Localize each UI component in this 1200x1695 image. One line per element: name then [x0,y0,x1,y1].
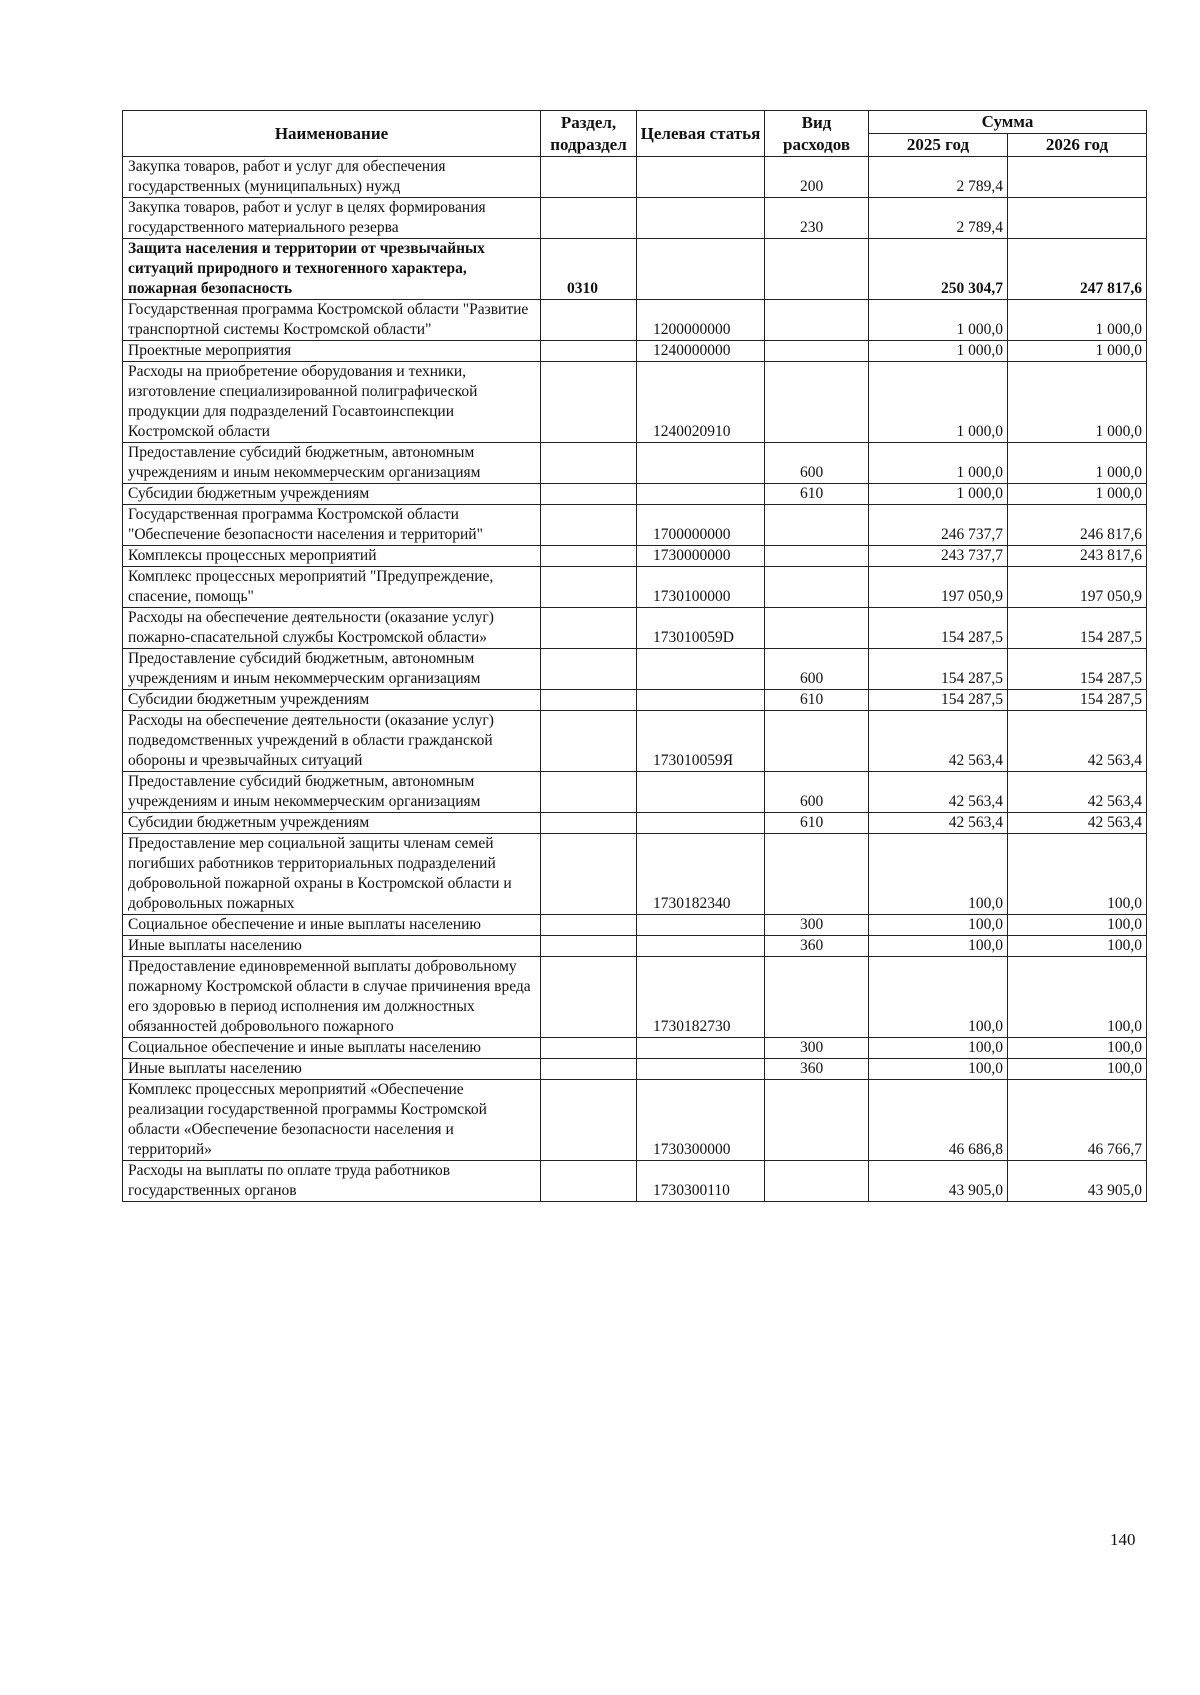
table-row [123,1038,1147,1059]
table-row [123,711,1147,772]
cell-2025: 1 000,0 [869,443,1008,484]
cell-target [637,813,765,834]
cell-target: 1730182730 [637,957,765,1038]
cell-name: Предоставление субсидий бюджетным, автономным учреждениям и иным некоммерческим организациям [123,649,541,690]
table-body [123,157,1147,1202]
cell-2026: 1 000,0 [1008,341,1147,362]
table-row [123,1059,1147,1080]
cell-2025: 246 737,7 [869,505,1008,546]
cell-name: Предоставление субсидий бюджетным, автономным учреждениям и иным некоммерческим организациям [123,772,541,813]
table-row [123,936,1147,957]
cell-target [637,690,765,711]
cell-target [637,915,765,936]
cell-2025: 1 000,0 [869,300,1008,341]
cell-2026: 247 817,6 [1008,239,1147,300]
cell-section [541,1059,637,1080]
cell-expense [765,1161,869,1202]
cell-section [541,198,637,239]
cell-section [541,608,637,649]
table-row [123,834,1147,915]
cell-target: 1700000000 [637,505,765,546]
cell-expense: 200 [765,157,869,198]
cell-expense [765,546,869,567]
cell-2025: 243 737,7 [869,546,1008,567]
cell-expense [765,608,869,649]
cell-expense: 600 [765,649,869,690]
cell-section [541,711,637,772]
cell-2026: 100,0 [1008,1038,1147,1059]
cell-section [541,1161,637,1202]
table-row [123,608,1147,649]
cell-name: Комплексы процессных мероприятий [123,546,541,567]
header-row-1 [123,111,1147,134]
cell-name: Защита населения и территории от чрезвычайных ситуаций природного и техногенного характера, пожарная безопасность [123,239,541,300]
cell-target: 1730300110 [637,1161,765,1202]
cell-expense [765,300,869,341]
cell-2025: 2 789,4 [869,198,1008,239]
cell-section [541,936,637,957]
cell-2025: 154 287,5 [869,690,1008,711]
cell-2026 [1008,157,1147,198]
cell-2025: 42 563,4 [869,772,1008,813]
cell-2026: 154 287,5 [1008,649,1147,690]
cell-target [637,936,765,957]
cell-target [637,198,765,239]
cell-2026 [1008,198,1147,239]
cell-expense: 300 [765,1038,869,1059]
table-row [123,198,1147,239]
cell-2026: 42 563,4 [1008,813,1147,834]
cell-section [541,834,637,915]
cell-section [541,772,637,813]
page-number: 140 [1110,1530,1136,1549]
cell-section [541,341,637,362]
cell-target: 1730100000 [637,567,765,608]
table-row [123,443,1147,484]
cell-target: 1730182340 [637,834,765,915]
cell-2026: 100,0 [1008,834,1147,915]
cell-expense: 230 [765,198,869,239]
cell-expense: 360 [765,1059,869,1080]
cell-2025: 100,0 [869,1038,1008,1059]
cell-section [541,813,637,834]
table-row [123,505,1147,546]
cell-expense: 360 [765,936,869,957]
cell-name: Предоставление субсидий бюджетным, автономным учреждениям и иным некоммерческим организациям [123,443,541,484]
cell-2026: 42 563,4 [1008,772,1147,813]
cell-name: Иные выплаты населению [123,1059,541,1080]
budget-table-container [122,110,1146,1202]
col-header-2025: 2025 год [869,134,1008,157]
budget-table [122,110,1147,1202]
col-header-sum: Сумма [869,111,1147,134]
cell-2026: 43 905,0 [1008,1161,1147,1202]
cell-2026: 197 050,9 [1008,567,1147,608]
cell-target [637,157,765,198]
cell-name: Государственная программа Костромской области "Обеспечение безопасности населения и территорий" [123,505,541,546]
cell-target [637,484,765,505]
cell-2026: 100,0 [1008,915,1147,936]
cell-2025: 100,0 [869,957,1008,1038]
cell-2026: 1 000,0 [1008,484,1147,505]
cell-section [541,915,637,936]
cell-name: Закупка товаров, работ и услуг для обеспечения государственных (муниципальных) нужд [123,157,541,198]
cell-name: Социальное обеспечение и иные выплаты населению [123,1038,541,1059]
table-row [123,649,1147,690]
table-row [123,239,1147,300]
table-row [123,341,1147,362]
cell-target [637,649,765,690]
cell-expense [765,1080,869,1161]
table-row [123,157,1147,198]
cell-2026: 42 563,4 [1008,711,1147,772]
cell-section [541,690,637,711]
cell-2025: 154 287,5 [869,608,1008,649]
table-row [123,772,1147,813]
cell-name: Расходы на обеспечение деятельности (оказание услуг) подведомственных учреждений в области гражданской обороны и чрезвычайных ситуаций [123,711,541,772]
cell-2025: 250 304,7 [869,239,1008,300]
cell-section [541,443,637,484]
table-row [123,813,1147,834]
table-row [123,484,1147,505]
cell-section [541,484,637,505]
cell-name: Проектные мероприятия [123,341,541,362]
cell-section [541,546,637,567]
cell-section: 0310 [541,239,637,300]
cell-2026: 46 766,7 [1008,1080,1147,1161]
cell-target [637,772,765,813]
cell-2026: 1 000,0 [1008,300,1147,341]
table-row [123,1161,1147,1202]
table-row [123,567,1147,608]
cell-expense [765,957,869,1038]
cell-2025: 154 287,5 [869,649,1008,690]
col-header-section: Раздел, подраздел [541,111,637,157]
cell-2025: 1 000,0 [869,362,1008,443]
cell-name: Государственная программа Костромской области "Развитие транспортной системы Костромской области" [123,300,541,341]
cell-expense [765,362,869,443]
table-row [123,915,1147,936]
cell-section [541,300,637,341]
cell-2025: 100,0 [869,915,1008,936]
cell-expense [765,711,869,772]
cell-2025: 2 789,4 [869,157,1008,198]
cell-name: Комплекс процессных мероприятий «Обеспечение реализации государственной программы Костромской области «Обеспечение безопасности населения и территорий» [123,1080,541,1161]
table-row [123,362,1147,443]
cell-section [541,157,637,198]
cell-expense: 610 [765,484,869,505]
cell-section [541,1038,637,1059]
col-header-name: Наименование [123,111,541,157]
cell-target: 1730300000 [637,1080,765,1161]
cell-section [541,362,637,443]
cell-2026: 100,0 [1008,1059,1147,1080]
cell-name: Субсидии бюджетным учреждениям [123,484,541,505]
cell-2025: 100,0 [869,834,1008,915]
cell-2026: 154 287,5 [1008,690,1147,711]
cell-target [637,1059,765,1080]
cell-2025: 1 000,0 [869,484,1008,505]
cell-name: Комплекс процессных мероприятий "Предупреждение, спасение, помощь" [123,567,541,608]
cell-expense [765,341,869,362]
cell-2025: 42 563,4 [869,813,1008,834]
cell-name: Субсидии бюджетным учреждениям [123,690,541,711]
cell-target: 173010059D [637,608,765,649]
table-row [123,546,1147,567]
cell-name: Предоставление мер социальной защиты членам семей погибших работников территориальных подразделений добровольной пожарной охраны в Костромской области и добровольных пожарных [123,834,541,915]
cell-expense: 600 [765,772,869,813]
cell-expense: 600 [765,443,869,484]
cell-target: 1730000000 [637,546,765,567]
cell-2026: 246 817,6 [1008,505,1147,546]
cell-2026: 100,0 [1008,936,1147,957]
cell-section [541,567,637,608]
cell-name: Закупка товаров, работ и услуг в целях формирования государственного материального резерва [123,198,541,239]
cell-name: Расходы на приобретение оборудования и техники, изготовление специализированной полиграфической продукции для подразделений Госавтоинспекции Костромской области [123,362,541,443]
cell-2026: 100,0 [1008,957,1147,1038]
cell-2026: 154 287,5 [1008,608,1147,649]
cell-expense [765,505,869,546]
cell-name: Субсидии бюджетным учреждениям [123,813,541,834]
cell-2026: 243 817,6 [1008,546,1147,567]
cell-target [637,443,765,484]
table-row [123,690,1147,711]
cell-2025: 100,0 [869,1059,1008,1080]
cell-name: Социальное обеспечение и иные выплаты населению [123,915,541,936]
cell-section [541,505,637,546]
cell-target: 173010059Я [637,711,765,772]
cell-target: 1240020910 [637,362,765,443]
col-header-expense: Вид расходов [765,111,869,157]
cell-2025: 43 905,0 [869,1161,1008,1202]
cell-target [637,1038,765,1059]
cell-section [541,957,637,1038]
cell-expense: 300 [765,915,869,936]
cell-section [541,649,637,690]
cell-section [541,1080,637,1161]
cell-target [637,239,765,300]
table-row [123,1080,1147,1161]
cell-2025: 197 050,9 [869,567,1008,608]
cell-2026: 1 000,0 [1008,443,1147,484]
cell-expense: 610 [765,813,869,834]
cell-name: Расходы на обеспечение деятельности (оказание услуг) пожарно-спасательной службы Костромской области» [123,608,541,649]
cell-name: Иные выплаты населению [123,936,541,957]
cell-target: 1200000000 [637,300,765,341]
cell-2026: 1 000,0 [1008,362,1147,443]
cell-2025: 100,0 [869,936,1008,957]
cell-expense: 610 [765,690,869,711]
cell-2025: 46 686,8 [869,1080,1008,1161]
col-header-2026: 2026 год [1008,134,1147,157]
cell-2025: 1 000,0 [869,341,1008,362]
cell-expense [765,239,869,300]
table-row [123,957,1147,1038]
cell-expense [765,567,869,608]
cell-name: Расходы на выплаты по оплате труда работников государственных органов [123,1161,541,1202]
cell-name: Предоставление единовременной выплаты добровольному пожарному Костромской области в случае причинения вреда его здоровью в период исполнения им должностных обязанностей добровольного пожарного [123,957,541,1038]
cell-target: 1240000000 [637,341,765,362]
cell-2025: 42 563,4 [869,711,1008,772]
col-header-target: Целевая статья [637,111,765,157]
table-row [123,300,1147,341]
cell-expense [765,834,869,915]
